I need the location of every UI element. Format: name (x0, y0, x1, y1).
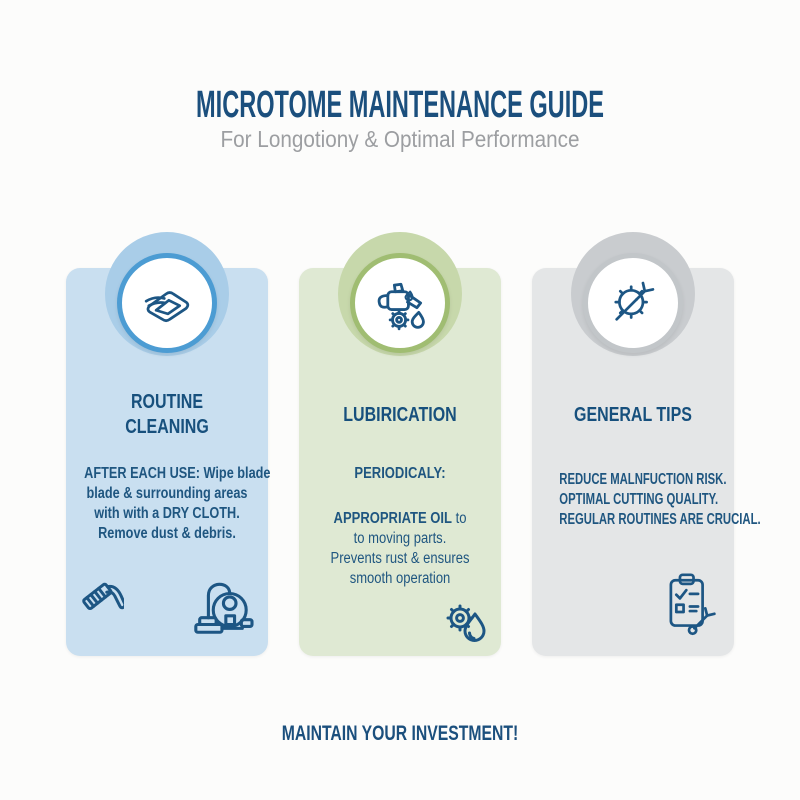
clipboard-wrench-icon (660, 568, 718, 636)
wiping-hand-icon (117, 253, 217, 353)
page-title: MICROTOME MAINTENANCE GUIDE (196, 84, 604, 126)
vacuum-cleaner-icon (186, 578, 256, 640)
card-body-text: PERIODICALY: APPROPRIATE OIL to to moving parts. Prevents rust & ensures smooth operation (315, 464, 485, 589)
gear-droplet-icon (441, 598, 493, 650)
footer-tagline: MAINTAIN YOUR INVESTMENT! (281, 722, 519, 745)
cards-row (0, 268, 800, 656)
card-body-text: REDUCE MALNFUCTION RISK. OPTIMAL CUTTING QUALITY. REGULAR ROUTINES ARE CRUCIAL. (559, 471, 761, 528)
gear-wrench-icon (583, 253, 683, 353)
card-title: GENERAL TIPS (574, 403, 692, 426)
card-routine-cleaning (66, 268, 271, 656)
card-body-text: AFTER EACH USE: Wipe blade blade & surrounding areas with with a DRY CLOTH. Remove dust & debris. (84, 465, 271, 542)
card-general-tips (532, 268, 761, 656)
card-title: LUBIRICATION (343, 403, 457, 426)
card-lubrication (299, 268, 501, 656)
oil-can-gear-icon (350, 253, 450, 353)
card-title: ROUTINE CLEANING (125, 391, 209, 438)
card-body-heading: PERIODICALY: (354, 465, 446, 482)
brush-icon (78, 574, 124, 628)
page-subtitle: For Longotiony & Optimal Performance (220, 126, 580, 152)
